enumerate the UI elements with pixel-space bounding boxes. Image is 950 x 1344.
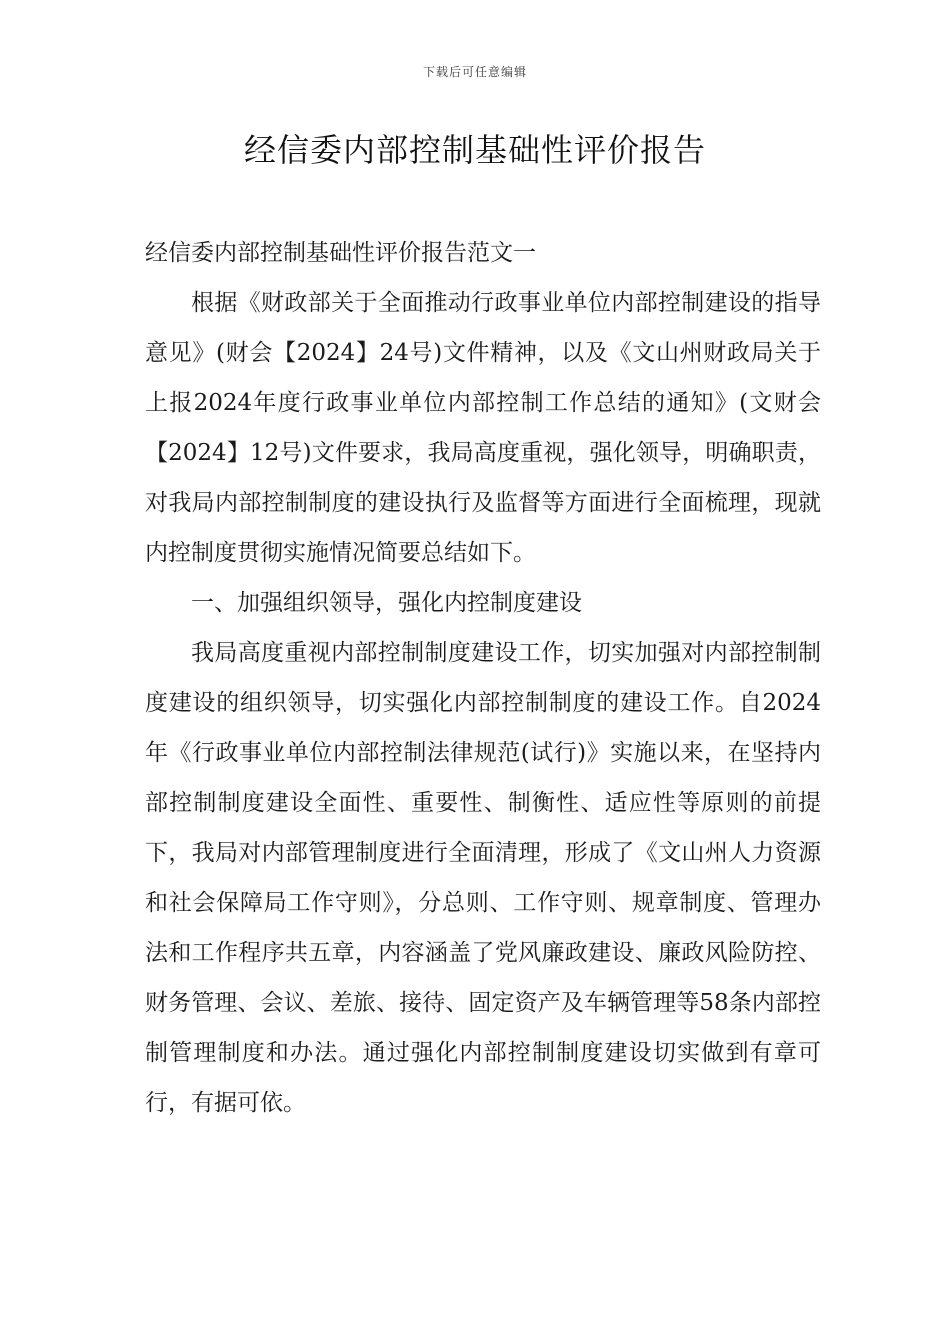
section-heading: 一、加强组织领导，强化内控制度建设: [191, 590, 582, 616]
header-note: 下载后可任意编辑: [422, 65, 527, 79]
paragraph-subtitle: 经信委内部控制基础性评价报告范文一: [145, 240, 536, 266]
paragraph-intro: 根据《财政部关于全面推动行政事业单位内部控制建设的指导意见》(财会【2024】24号)文件精神，以及《文山州财政局关于上报2024年度行政事业单位内部控制工作总结的通知》(文财会【2024】12号)文件要求，我局高度重视，强化领导，明确职责，对我局内部控制制度的建设执行及监督等方面进行全面梳理，现就内控制度贯彻实施情况简要总结如下。: [145, 290, 821, 566]
paragraph-section-body: 我局高度重视内部控制制度建设工作，切实加强对内部控制制度建设的组织领导，切实强化内部控制制度的建设工作。自2024年《行政事业单位内部控制法律规范(试行)》实施以来，在坚持内部控制制度建设全面性、重要性、制衡性、适应性等原则的前提下，我局对内部管理制度进行全面清理，形成了《文山州人力资源和社会保障局工作守则》，分总则、工作守则、规章制度、管理办法和工作程序共五章，内容涵盖了党风廉政建设、廉政风险防控、财务管理、会议、差旅、接待、固定资产及车辆管理等58条内部控制管理制度和办法。通过强化内部控制制度建设切实做到有章可行，有据可依。: [145, 640, 821, 1116]
document-title: 经信委内部控制基础性评价报告: [243, 131, 706, 169]
document-body: [145, 228, 821, 1128]
